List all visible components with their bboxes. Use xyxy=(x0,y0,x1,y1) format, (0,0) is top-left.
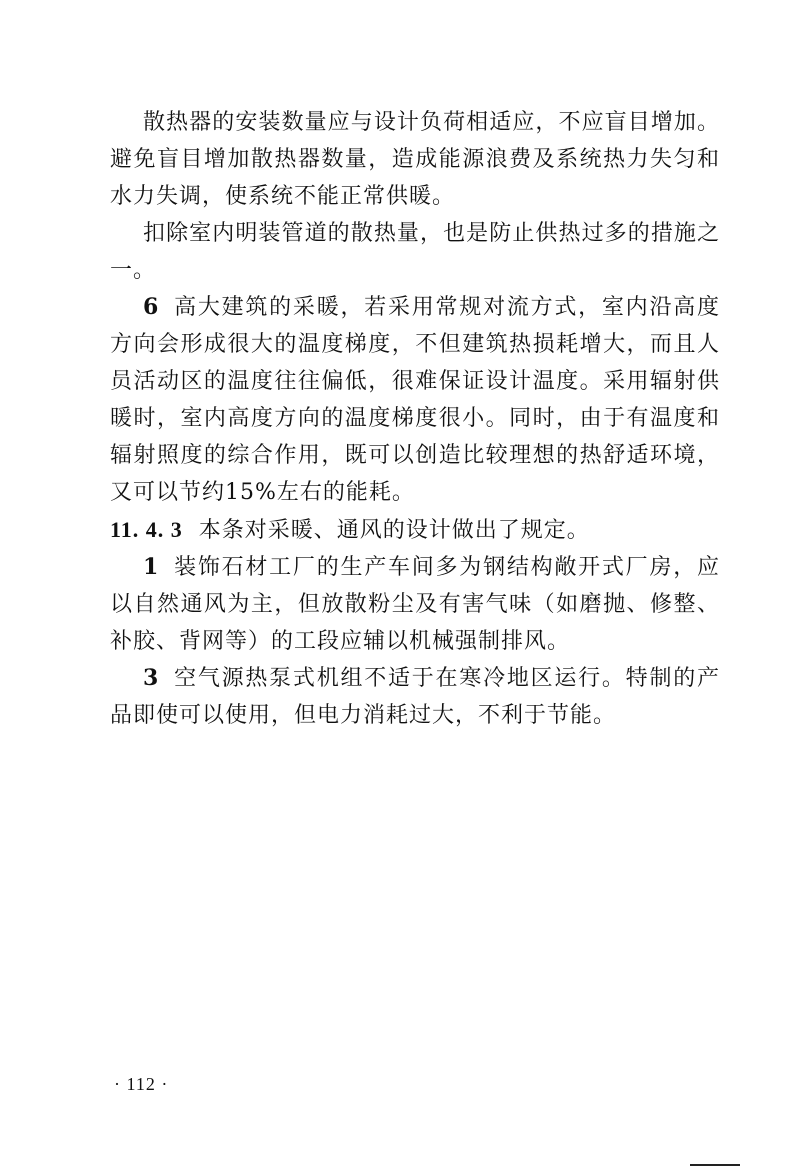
item-text: 空气源热泵式机组不适于在寒冷地区运行。特制的产品即使可以使用，但电力消耗过大，不利于节能。 xyxy=(110,666,720,728)
paragraph-pipe-heat-deduction xyxy=(110,215,720,289)
item-6-tall-building-heating xyxy=(110,289,720,511)
item-number: 6 xyxy=(143,294,160,320)
item-3-heat-pump xyxy=(110,660,720,734)
paragraph-text: 散热器的安装数量应与设计负荷相适应，不应盲目增加。避免盲目增加散热器数量，造成能源浪费及系统热力失匀和水力失调，使系统不能正常供暖。 xyxy=(110,110,720,209)
clause-11-4-3 xyxy=(110,511,720,549)
corner-rule-line xyxy=(690,1164,740,1166)
item-text: 高大建筑的采暖，若采用常规对流方式，室内沿高度方向会形成很大的温度梯度，不但建筑热损耗增大，而且人员活动区的温度往往偏低，很难保证设计温度。采用辐射供暖时，室内高度方向的温度梯度很小。同时，由于有温度和辐射照度的综合作用，既可以创造比较理想的热舒适环境，又可以节约15%左右的能耗。 xyxy=(110,295,720,505)
clause-number: 11. 4. 3 xyxy=(110,517,183,542)
item-number: 3 xyxy=(143,665,160,691)
item-1-ventilation xyxy=(110,549,720,660)
clause-text: 本条对采暖、通风的设计做出了规定。 xyxy=(198,518,590,543)
paragraph-text: 扣除室内明装管道的散热量，也是防止供热过多的措施之一。 xyxy=(110,221,720,283)
page-number: · 112 · xyxy=(114,1074,169,1094)
item-number: 1 xyxy=(143,554,160,580)
body-text xyxy=(110,104,720,734)
item-text: 装饰石材工厂的生产车间多为钢结构敞开式厂房，应以自然通风为主，但放散粉尘及有害气味（如磨抛、修整、补胶、背网等）的工段应辅以机械强制排风。 xyxy=(110,555,720,654)
paragraph-radiator-quantity xyxy=(110,104,720,215)
